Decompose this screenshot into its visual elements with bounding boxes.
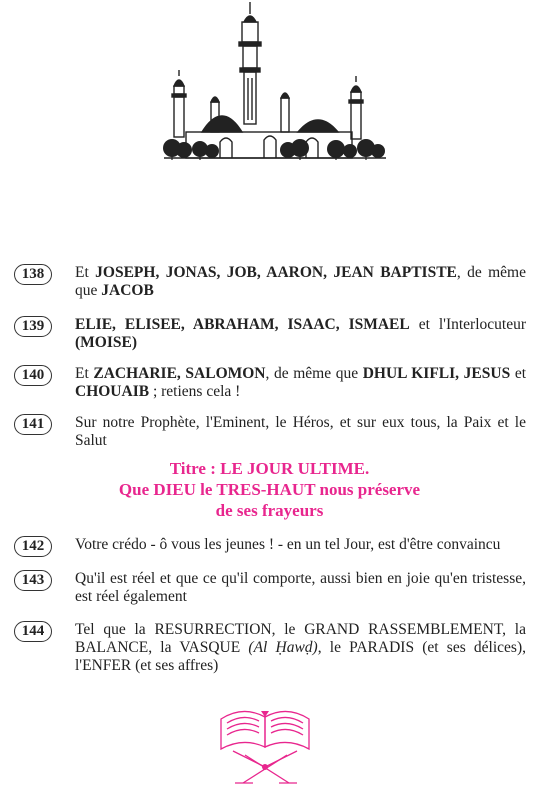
verse-text: Et ZACHARIE, SALOMON, de même que DHUL KIFLI, JESUS et CHOUAIB ; retiens cela ! xyxy=(75,365,526,400)
verse-text: ELIE, ELISEE, ABRAHAM, ISAAC, ISMAEL et l'Interlocuteur (MOISE) xyxy=(75,316,527,351)
title-line-3: de ses frayeurs xyxy=(215,501,324,520)
verse-text: Qu'il est réel et que ce qu'il comporte, aussi bien en joie qu'en tristesse, est réel également xyxy=(75,570,526,605)
verse-number: 143 xyxy=(14,570,52,591)
verse-139 xyxy=(14,316,526,352)
title-line-1: Titre : LE JOUR ULTIME. xyxy=(169,459,370,478)
verse-144 xyxy=(14,621,526,675)
mosque-illustration-icon xyxy=(160,0,390,172)
verse-number: 140 xyxy=(14,365,52,386)
verse-text: Votre crédo - ô vous les jeunes ! - en un tel Jour, est d'être convaincu xyxy=(75,536,501,553)
verse-text: Tel que la RESURRECTION, le GRAND RASSEMBLEMENT, la BALANCE, la VASQUE (Al Ḥawḍ), le PARADIS (et ses délices), l'ENFER (et ses affres) xyxy=(75,621,526,674)
verse-number: 141 xyxy=(14,414,52,435)
verse-number: 138 xyxy=(14,264,52,285)
quran-on-stand-icon xyxy=(213,697,319,787)
verse-text: Sur notre Prophète, l'Eminent, le Héros, et sur eux tous, la Paix et le Salut xyxy=(75,414,526,449)
verse-141 xyxy=(14,414,526,450)
title-line-2: Que DIEU le TRES-HAUT nous préserve xyxy=(118,480,421,499)
verse-138 xyxy=(14,264,526,300)
verse-140 xyxy=(14,365,526,401)
verse-number: 144 xyxy=(14,621,52,642)
verse-143 xyxy=(14,570,526,606)
verse-text: Et JOSEPH, JONAS, JOB, AARON, JEAN BAPTISTE, de même que JACOB xyxy=(75,264,526,299)
verse-number: 142 xyxy=(14,536,52,557)
verse-number: 139 xyxy=(14,316,52,337)
verse-142 xyxy=(14,536,526,554)
section-title xyxy=(0,458,539,521)
